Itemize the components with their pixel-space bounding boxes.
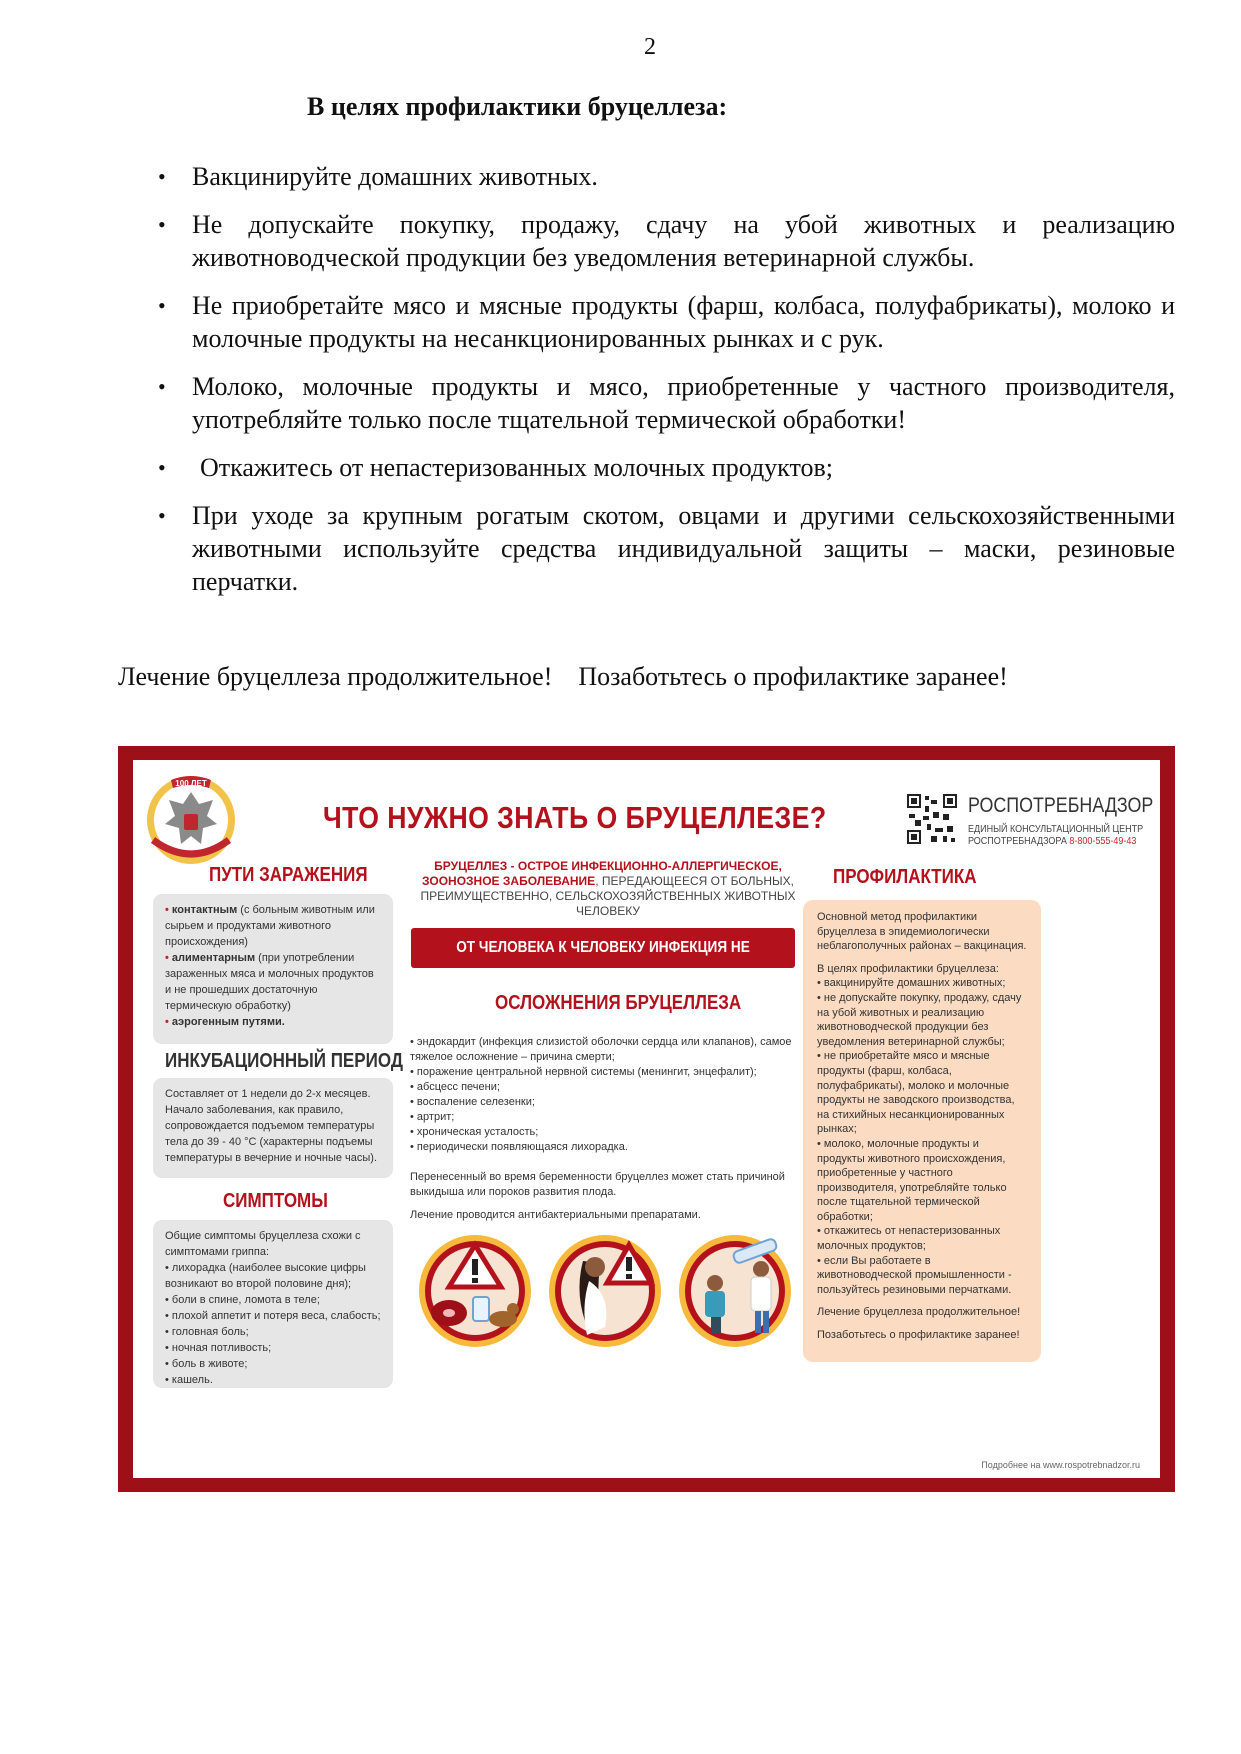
list-item: • артрит; [410, 1111, 455, 1123]
list-item: • боль в животе; [165, 1358, 248, 1370]
org-consult-center: ЕДИНЫЙ КОНСУЛЬТАЦИОННЫЙ ЦЕНТР РОСПОТРЕБНАДЗОРА 8-800-555-49-43 [968, 824, 1144, 847]
disease-definition: БРУЦЕЛЛЕЗ - ОСТРОЕ ИНФЕКЦИОННО-АЛЛЕРГИЧЕСКОЕ, ЗООНОЗНОЕ ЗАБОЛЕВАНИЕ, ПЕРЕДАЮЩЕЕСЯ ОТ БОЛЬНЫХ, ПРЕИМУЩЕСТВЕННО, СЕЛЬСКОХОЗЯЙСТВЕННЫХ ЖИВОТНЫХ ЧЕЛОВЕКУ [420, 859, 796, 918]
incubation-title: ИНКУБАЦИОННЫЙ ПЕРИОД [165, 1050, 403, 1072]
bullet-icon: • [158, 293, 166, 318]
closing-line: Лечение бруцеллеза продолжительное! Позаботьтесь о профилактике заранее! [118, 662, 1008, 691]
no-human-transmission-banner: ОТ ЧЕЛОВЕКА К ЧЕЛОВЕКУ ИНФЕКЦИЯ НЕ ПЕРЕДАЁТСЯ [411, 928, 795, 968]
poster-body [133, 760, 1160, 1478]
rospotrebnadzor-emblem-icon [143, 770, 239, 866]
list-item: • периодически появляющаяся лихорадка. [410, 1141, 628, 1153]
list-item: • откажитесь от непастеризованных молочных продуктов; [817, 1225, 1001, 1253]
incubation-box: Составляет от 1 недели до 2-х месяцев. Начало заболевания, как правило, сопровождается подъемом температуры тела до 39 - 40 °С (характерны подъемы температуры в вечерние и ночные часы). [153, 1078, 393, 1178]
footer-link[interactable]: Подробнее на www.rospotrebnadzor.ru [981, 1460, 1140, 1470]
symptoms-title: СИМПТОМЫ [223, 1190, 328, 1212]
treatment-note: Лечение проводится антибактериальными препаратами. [410, 1209, 701, 1221]
list-item: • Молоко, молочные продукты и мясо, приобретенные у частного производителя, употребляйте только после тщательной термической обработки! [158, 372, 1175, 434]
org-name: РОСПОТРЕБНАДЗОР [968, 794, 1154, 817]
list-item: • если Вы работаете в животноводческой промышленности - пользуйтесь резиновыми перчатками. [817, 1254, 1012, 1296]
meat-milk-dog-warning-icon [415, 1231, 535, 1351]
symptoms-list [165, 1260, 381, 1388]
list-item: • хроническая усталость; [410, 1126, 539, 1138]
list-item: • Вакцинируйте домашних животных. [158, 162, 598, 191]
poster-title: ЧТО НУЖНО ЗНАТЬ О БРУЦЕЛЛЕЗЕ? [323, 800, 827, 835]
prevention-box: Основной метод профилактики бруцеллеза в эпидемиологически неблагополучных районах – вакцинация. В целях профилактики бруцеллеза: • вакцинируйте домашних животных; • не допускайте покупку, продажу, сдачу на убой животных и реализацию животноводческой продукции без уведомления ветеринарной службы; • не приобретайте мясо и мясные продукты (фарш, колбаса, полуфабрикаты), молоко и молочные продукты не заводского производства, на стихийных несанкционированных рынках; • молоко, молочные продукты и продукты животного происхождения, приобретенные у частного производителя, употребляйте только после тщательной термической обработки; • откажитесь от непастеризованных молочных продуктов; • если Вы работаете в животноводческой промышленности - пользуйтесь резиновыми перчатками. Лечение бруцеллеза продолжительное! Позаботьтесь о профилактике заранее! [803, 900, 1041, 1362]
symptoms-box: Общие симптомы бруцеллеза схожи с симптомами гриппа: • лихорадка (наиболее высокие цифры возникают во второй половине дня); • боли в спине, ломота в теле; • плохой аппетит и потеря веса, слабость; • головная боль; • ночная потливость; • боль в животе; • кашель. [153, 1220, 393, 1388]
list-item: • абсцесс печени; [410, 1081, 500, 1093]
page-number: 2 [644, 34, 656, 60]
prevention-bullet-list [140, 160, 1175, 613]
list-item: • не допускайте покупку, продажу, сдачу на убой животных и реализацию животноводческой продукции без уведомления ветеринарной службы; [817, 991, 1022, 1048]
bullet-icon: • [158, 374, 166, 399]
bullet-icon: • [158, 503, 166, 528]
list-item: • При уходе за крупным рогатым скотом, овцами и другими сельскохозяйственными животными используйте средства индивидуальной защиты – маски, резиновые перчатки. [158, 501, 1175, 596]
brucellosis-poster [118, 746, 1175, 1492]
bullet-icon: • [158, 212, 166, 237]
bullet-icon: • [158, 455, 166, 480]
list-item: • молоко, молочные продукты и продукты животного происхождения, приобретенные у частного производителя, употребляйте только после тщательной термической обработки; [817, 1137, 1007, 1223]
page-heading: В целях профилактики бруцеллеза: [307, 92, 728, 121]
complications-title: ОСЛОЖНЕНИЯ БРУЦЕЛЛЕЗА [495, 992, 742, 1014]
infection-title: ПУТИ ЗАРАЖЕНИЯ [209, 864, 368, 886]
list-item: • ночная потливость; [165, 1342, 272, 1354]
list-item: • Не допускайте покупку, продажу, сдачу на убой животных и реализацию животноводческой продукции без уведомления ветеринарной службы. [158, 210, 1175, 272]
list-item: • плохой аппетит и потеря веса, слабость; [165, 1310, 381, 1322]
complications-list [410, 1035, 795, 1155]
list-item: • лихорадка (наиболее высокие цифры возникают во второй половине дня); [165, 1262, 366, 1290]
prevention-title: ПРОФИЛАКТИКА [833, 866, 977, 888]
vaccination-icon [675, 1231, 795, 1351]
list-item: • поражение центральной нервной системы (менингит, энцефалит); [410, 1066, 757, 1078]
svg-text:100 ЛЕТ: 100 ЛЕТ [175, 779, 207, 788]
list-item: • вакцинируйте домашних животных; [817, 977, 1006, 990]
list-item: • не приобретайте мясо и мясные продукты (фарш, колбаса, полуфабрикаты), молоко и молочные продукты не заводского производства, на стихийных несанкционированных рынках; [817, 1050, 1015, 1136]
list-item: • эндокардит (инфекция слизистой оболочки сердца или клапанов), самое тяжелое осложнение – причина смерти; [410, 1036, 792, 1063]
qr-code-icon [907, 794, 957, 844]
list-item: • Не приобретайте мясо и мясные продукты (фарш, колбаса, полуфабрикаты), молоко и молочные продукты на несанкционированных рынках и с рук. [158, 291, 1175, 353]
list-item: • головная боль; [165, 1326, 249, 1338]
list-item: • Откажитесь от непастеризованных молочных продуктов; [158, 453, 833, 482]
list-item: • воспаление селезенки; [410, 1096, 535, 1108]
infection-box: • контактным (с больным животным или сырьем и продуктами животного происхождения) • алиментарным (при употреблении зараженных мяса и молочных продуктов и не прошедших достаточную термическую обработку) • аэрогенным путями. [153, 894, 393, 1044]
hotline-phone: 8-800-555-49-43 [1069, 836, 1137, 847]
pregnancy-note: Перенесенный во время беременности бруцеллез может стать причиной выкидыша или пороков развития плода. [410, 1171, 785, 1198]
list-item: • кашель. [165, 1374, 213, 1386]
pregnant-woman-warning-icon [545, 1231, 665, 1351]
prevention-list [817, 976, 1027, 1297]
list-item: • боли в спине, ломота в теле; [165, 1294, 320, 1306]
bullet-icon: • [158, 164, 166, 189]
